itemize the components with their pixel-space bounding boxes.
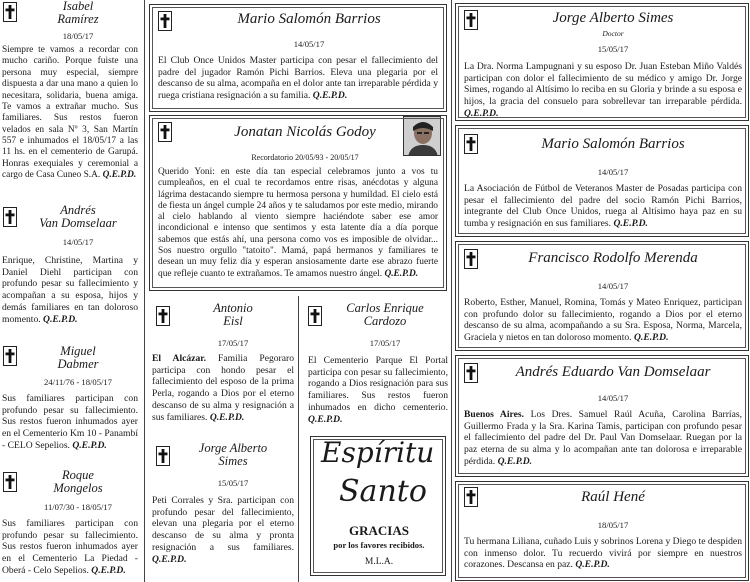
notice-body: Tu hermana Liliana, cuñado Luis y sobrinos Lorena y Diego te despiden con inmenso dolor. Tu recuerdo vivirá por siempre en nuestros corazones. Descansa en paz. Q.E.P.D. <box>464 536 742 571</box>
portrait-image <box>404 117 441 156</box>
cross-icon <box>156 446 170 466</box>
notice-box-hene <box>455 481 749 581</box>
notice-box-simes <box>455 3 749 121</box>
notice-date: 15/05/17 <box>217 478 249 488</box>
notice-name: Carlos Enrique Cardozo <box>346 301 424 329</box>
notice-box-merenda <box>455 241 749 351</box>
notice-body: Sus familiares participan con profundo pesar su fallecimiento. Sus restos fueron inhumados ayer en el Cementerio Km 10 - Panambí - CELO Sepelios. Q.E.P.D. <box>2 393 138 451</box>
notice-name: Andrés Van Domselaar <box>39 203 117 231</box>
notice-box-barrios-2 <box>455 125 749 237</box>
notice-body: La Asociación de Fútbol de Veteranos Master de Posadas participa con pesar el fallecimiento del padre del socio Ramón Pichi Barrios, integrante del Club Once Unidos, ruega al Altísimo haya paz en su tumba y resignación en sus familiares. Q.E.P.D. <box>464 183 742 230</box>
notice-body: El Club Once Unidos Master participa con pesar el fallecimiento del padre del jugador Ramón Pichi Barrios. Eleva una plegaria por el descanso de su alma, acompaña en el dolor ante tan irreparable pérdida y ruega cristiana resignación a su familia. Q.E.P.D. <box>158 55 438 102</box>
espiritu-santo-box <box>310 436 446 576</box>
notice-date: 24/11/76 - 18/05/17 <box>44 377 112 387</box>
notice-name: Jorge Alberto Simes <box>198 441 268 469</box>
notice-body: Enrique, Christine, Martina y Daniel Diehl participan con profundo pesar su fallecimiento y acompañan a su esposa, hijos y demás familiares en tan doloroso momento. Q.E.P.D. <box>2 255 138 325</box>
cross-icon <box>3 472 17 492</box>
notice-box-barrios <box>149 4 447 112</box>
notice-body: Siempre te vamos a recordar con mucho cariño. Porque fuiste una persona muy especial, siempre dispuesta a dar una mano a quien lo necesitara, solidaria, buena amiga. Te vamos a extrañar mucho. Sus familiares. Sus restos fueron velados en sala Nº 3, San Martín 557 e inhumados el 18/05/17 a las 11 hs. en el cementerio de Garupá. Honras exequiales y ceremonial a cargo de Casa Cuneo S.A. Q.E.P.D. <box>2 45 138 181</box>
notice-date: 14/05/17 <box>62 237 94 247</box>
notice-date: 18/05/17 <box>597 520 629 530</box>
column-divider <box>298 296 299 582</box>
notice-date: 11/07/30 - 18/05/17 <box>44 502 112 512</box>
cross-icon <box>3 346 17 366</box>
notice-date: 14/05/17 <box>597 393 629 403</box>
notice-name: Francisco Rodolfo Merenda <box>528 250 698 266</box>
notice-body: Querido Yoni: en este día tan especial celebramos junto a vos tu cumpleaños, en el cual te recordamos entre risas, anécdotas y alguna lágrima destacando siempre tu hermosa persona y humildad. El cielo está de fiesta un ángel cumple 24 años y te saludamos por este medio, mirando al cielo hablando al viento siempre haciéndote saber ese amor incondicional e intenso que sentimos y esta latente día a día porque sabemos que estás ahí, una persona como vos es imposible de olvidar... Sos nuestro orgullo "tatoito". Mamá, papá hermanos y familiares te desean un muy feliz día y esperan ansiosamente darte ese abrazo fuerte que refleje cuanto te extrañamos. Te amamos nuestro ángel. Q.E.P.D. <box>158 167 438 279</box>
portrait-photo <box>403 116 441 156</box>
notice-body: El Alcázar. Familia Pegoraro participa con hondo pesar el fallecimiento del esposo de la prima Perla, rogando a Dios por el eterno descanso de su alma y resignación a sus familiares. Q.E.P.D. <box>152 353 294 423</box>
cross-icon <box>3 2 17 22</box>
cross-icon <box>464 10 478 30</box>
notice-subtitle: Recordatorio 20/05/93 - 20/05/17 <box>251 153 359 162</box>
notice-name: Antonio Eisl <box>213 301 253 329</box>
cross-icon <box>464 487 478 507</box>
notice-date: 15/05/17 <box>597 44 629 54</box>
cross-icon <box>464 363 478 383</box>
left-column <box>0 0 140 582</box>
notice-body: Buenos Aires. Los Dres. Samuel Raúl Acuña, Carolina Barrías, Guillermo Frada y la Sra. Karina Tamis, participan con profundo pesar el fallecimiento del padre del Dr. Paul Van Domselaar. Ruegan por la paz eterna de su alma y lo acompañan ante tan dolorosa e irreparable pérdida. Q.E.P.D. <box>464 409 742 467</box>
cross-icon <box>158 11 172 31</box>
notice-body: Peti Corrales y Sra. participan con profundo pesar del fallecimiento, elevan una plegaria por el eterno descanso de su alma y pronta resignación a sus familiares. Q.E.P.D. <box>152 495 294 565</box>
cross-icon <box>3 207 17 227</box>
notice-name: Jonatan Nicolás Godoy <box>234 124 376 140</box>
cross-icon <box>308 306 322 326</box>
notice-name: Raúl Hené <box>581 489 645 505</box>
cross-icon <box>158 122 172 142</box>
espiritu-title: Espíritu <box>321 436 435 469</box>
notice-body: Roberto, Esther, Manuel, Romina, Tomás y Mateo Enriquez, participan con profundo dolor su fallecimiento, rogando a Dios por el eterno descanso de su alma, acompañando a su Sra. Esposa, Norma, Marcela, Graciela y nietos en tan doloroso momento. Q.E.P.D. <box>464 297 742 344</box>
notice-body: La Dra. Norma Lampugnani y su esposo Dr. Juan Esteban Miño Valdés participan con dolor el fallecimiento de su médico y amigo Dr. Jorge Simes, rogando al Altísimo lo reciba en su Gloria y brinde a su esposa e hijos, la gracia del consuelo para sobrellevar tan irreparable pérdida. Q.E.P.D. <box>464 61 742 117</box>
notice-name: Roque Mongelos <box>53 468 103 496</box>
santo-title: Santo <box>339 474 427 509</box>
notice-body: El Cementerio Parque El Portal participa con pesar su fallecimiento, rogando a Dios resignación para sus familiares. Sus restos fueron inhumados en dicho cementerio. Q.E.P.D. <box>308 355 448 425</box>
signature-initials: M.L.A. <box>364 557 394 567</box>
notice-box-van-domselaar <box>455 355 749 477</box>
notice-name: Mario Salomón Barrios <box>541 136 685 152</box>
notice-body: Sus familiares participan con profundo pesar su fallecimiento. Sus restos fueron inhumados ayer en el Cementerio La Piedad - Oberá - Celo Sepelios. Q.E.P.D. <box>2 518 138 576</box>
notice-date: 17/05/17 <box>217 338 249 348</box>
cross-icon <box>464 134 478 154</box>
notice-date: 14/05/17 <box>293 39 325 49</box>
notice-name: Isabel Ramírez <box>57 0 99 27</box>
notice-date: 17/05/17 <box>369 338 401 348</box>
notice-name: Jorge Alberto Simes <box>552 10 674 26</box>
cross-icon <box>156 306 170 326</box>
gracias-sub: por los favores recibidos. <box>333 540 425 550</box>
notice-date: 14/05/17 <box>597 167 629 177</box>
notice-box-godoy <box>149 115 447 291</box>
column-divider <box>451 0 452 582</box>
column-divider <box>144 0 145 582</box>
gracias-label: GRACIAS <box>349 523 409 538</box>
notice-name: Andrés Eduardo Van Domselaar <box>515 364 711 380</box>
cross-icon <box>464 249 478 269</box>
notice-title: Doctor <box>602 29 624 38</box>
notice-name: Mario Salomón Barrios <box>237 11 381 27</box>
notice-date: 14/05/17 <box>597 281 629 291</box>
notice-name: Miguel Dabmer <box>57 344 99 372</box>
notice-date: 18/05/17 <box>62 31 94 41</box>
